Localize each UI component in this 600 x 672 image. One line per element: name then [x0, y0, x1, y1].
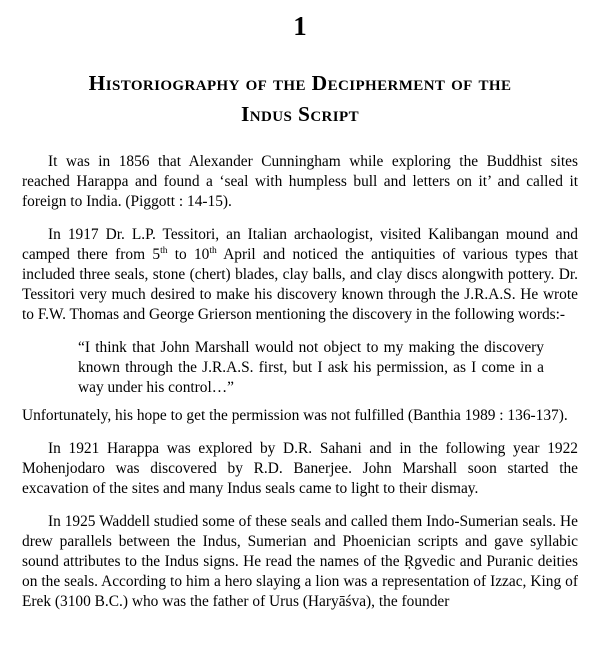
- paragraph-2-part-a: In 1917 Dr. L.P. Tessitori, an Italian archaologist, visited Kalibangan mound and camped there from 5: [22, 226, 578, 264]
- chapter-title-line-2: Indus Script: [240, 101, 359, 126]
- page-title: [22, 68, 578, 130]
- paragraph-4: In 1921 Harappa was explored by D.R. Sahani and in the following year 1922 Mohenjodaro was discovered by R.D. Banerjee. John Marshall soon started the excavation of the sites and many Indus seals came to light to their dismay.: [22, 440, 578, 498]
- block-quote: [22, 338, 578, 398]
- paragraph-2: [22, 225, 578, 325]
- paragraph-5: In 1925 Waddell studied some of these seals and called them Indo-Sumerian seals. He drew parallels between the Indus, Sumerian and Phoenician scripts and gave syllabic sound attributes to the Indus signs. He read the names of the Ṛgvedic and Puranic deities on the seals. According to him a hero slaying a lion was a representation of Izzac, King of Erek (3100 B.C.) who was the father of Urus (Haryāśva), the founder: [22, 513, 578, 611]
- paragraph-2-part-c: April and noticed the antiquities of various types that included three seals, stone (chert) blades, clay balls, and clay discs alongwith pottery. Dr. Tessitori very much desired to make his discovery known through the J.R.A.S. He wrote to F.W. Thomas and George Grierson mentioning the discovery in the following words:-: [22, 246, 579, 324]
- paragraph-2-superscript-2: th: [209, 245, 217, 256]
- chapter-number: 1: [293, 11, 307, 41]
- paragraph-1: It was in 1856 that Alexander Cunningham while exploring the Buddhist sites reached Harappa and found a ‘seal with humpless bull and letters on it’ and called it foreign to India. (Piggott : 14-15).: [22, 153, 578, 211]
- block-quote-text: “I think that John Marshall would not object to my making the discovery known through the J.R.A.S. first, but I ask his permission, as I come in a way under his control…”: [78, 339, 544, 397]
- paragraph-3: Unfortunately, his hope to get the permission was not fulfilled (Banthia 1989 : 136-137).: [22, 407, 568, 425]
- paragraph-2-superscript-1: th: [160, 245, 168, 256]
- chapter-title-line-1: Historiography of the Decipherment of the: [88, 70, 512, 95]
- paragraph-2-part-b: to 10: [167, 246, 210, 264]
